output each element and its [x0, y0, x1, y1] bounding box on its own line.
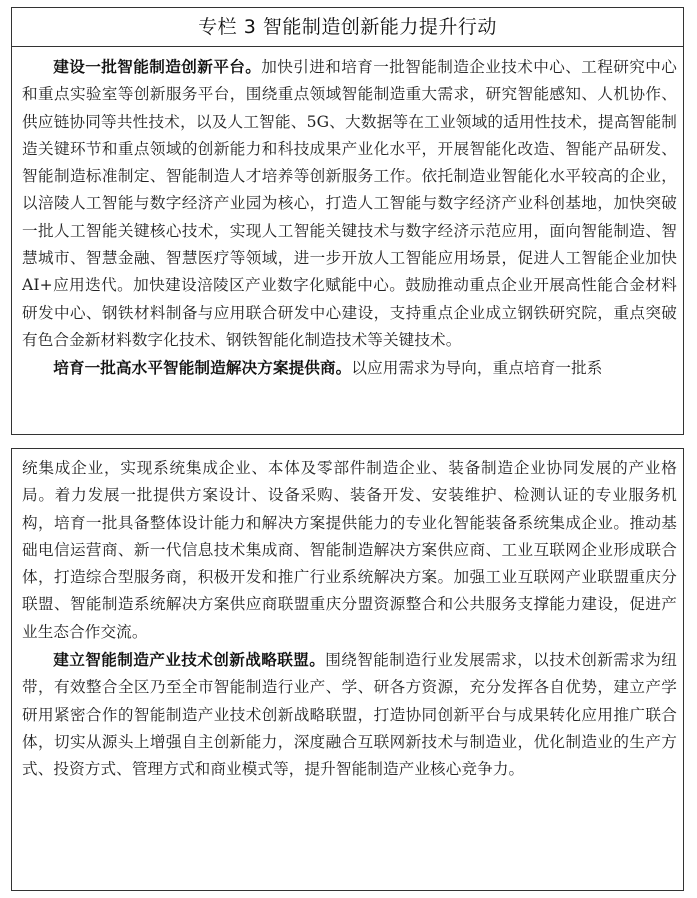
lead-innovation-platforms: 建设一批智能制造创新平台。 [53, 57, 262, 76]
feature-box-top [11, 7, 684, 435]
lead-innovation-alliance: 建立智能制造产业技术创新战略联盟。 [53, 650, 326, 670]
bottom-content [12, 449, 683, 784]
paragraph-innovation-alliance [22, 646, 677, 783]
lead-solution-providers: 培育一批高水平智能制造解决方案提供商。 [53, 358, 352, 378]
body-innovation-alliance: 围绕智能制造行业发展需求，以技术创新需求为纽带，有效整合全区乃至全市智能制造行业产、学、研各方资源，充分发挥各自优势，建立产学研用紧密合作的智能制造产业技术创新战略联盟，打造协同创新平台与成果转化应用推广联合体，切实从源头上增强自主创新能力，深度融合互联网新技术与制造业，优化制造业的生产方式、投资方式、管理方式和商业模式等，提升智能制造产业核心竞争力。 [22, 651, 678, 779]
panel-title: 专栏 3 智能制造创新能力提升行动 [12, 8, 683, 47]
body-solution-providers-start: 以应用需求为导向，重点培育一批系 [351, 359, 603, 378]
feature-box-bottom [11, 448, 684, 891]
paragraph-innovation-platforms [22, 53, 677, 354]
body-innovation-platforms: 加快引进和培育一批智能制造企业技术中心、工程研究中心和重点实验室等创新服务平台，围绕重点领域智能制造重大需求，研究智能感知、人机协作、供应链协同等共性技术，以及人工智能、5G、大数据等在工业领域的适用性技术，提高智能制造关键环节和重点领域的创新能力和科技成果产业化水平，开展智能化改造、智能产品研发、智能制造标准制定、智能制造人才培养等创新服务工作。依托制造业智能化水平较高的企业，以涪陵人工智能与数字经济产业园为核心，打造人工智能与数字经济产业科创基地，加快突破一批人工智能关键核心技术，实现人工智能关键技术与数字经济示范应用，面向智能制造、智慧城市、智慧金融、智慧医疗等领域，进一步开放人工智能应用场景，促进人工智能企业加快AI+应用迭代。加快建设涪陵区产业数字化赋能中心。鼓励推动重点企业开展高性能合金材料研发中心、钢铁材料制备与应用联合研发中心建设，支持重点企业成立钢铁研究院，重点突破有色合金新材料数字化技术、钢铁智能化制造技术等关键技术。 [22, 58, 677, 349]
paragraph-solution-providers-cont: 统集成企业，实现系统集成企业、本体及零部件制造企业、装备制造企业协同发展的产业格局。着力发展一批提供方案设计、设备采购、装备开发、安装维护、检测认证的专业服务机构，培育一批具备整体设计能力和解决方案提供能力的专业化智能装备系统集成企业。推动基础电信运营商、新一代信息技术集成商、智能制造解决方案供应商、工业互联网企业形成联合体，打造综合型服务商，积极开发和推广行业系统解决方案。加强工业互联网产业联盟重庆分联盟、智能制造系统解决方案供应商联盟重庆分盟资源整合和公共服务支撑能力建设，促进产业生态合作交流。 [22, 459, 677, 641]
top-content [12, 47, 683, 383]
paragraph-solution-providers-start [22, 354, 677, 382]
